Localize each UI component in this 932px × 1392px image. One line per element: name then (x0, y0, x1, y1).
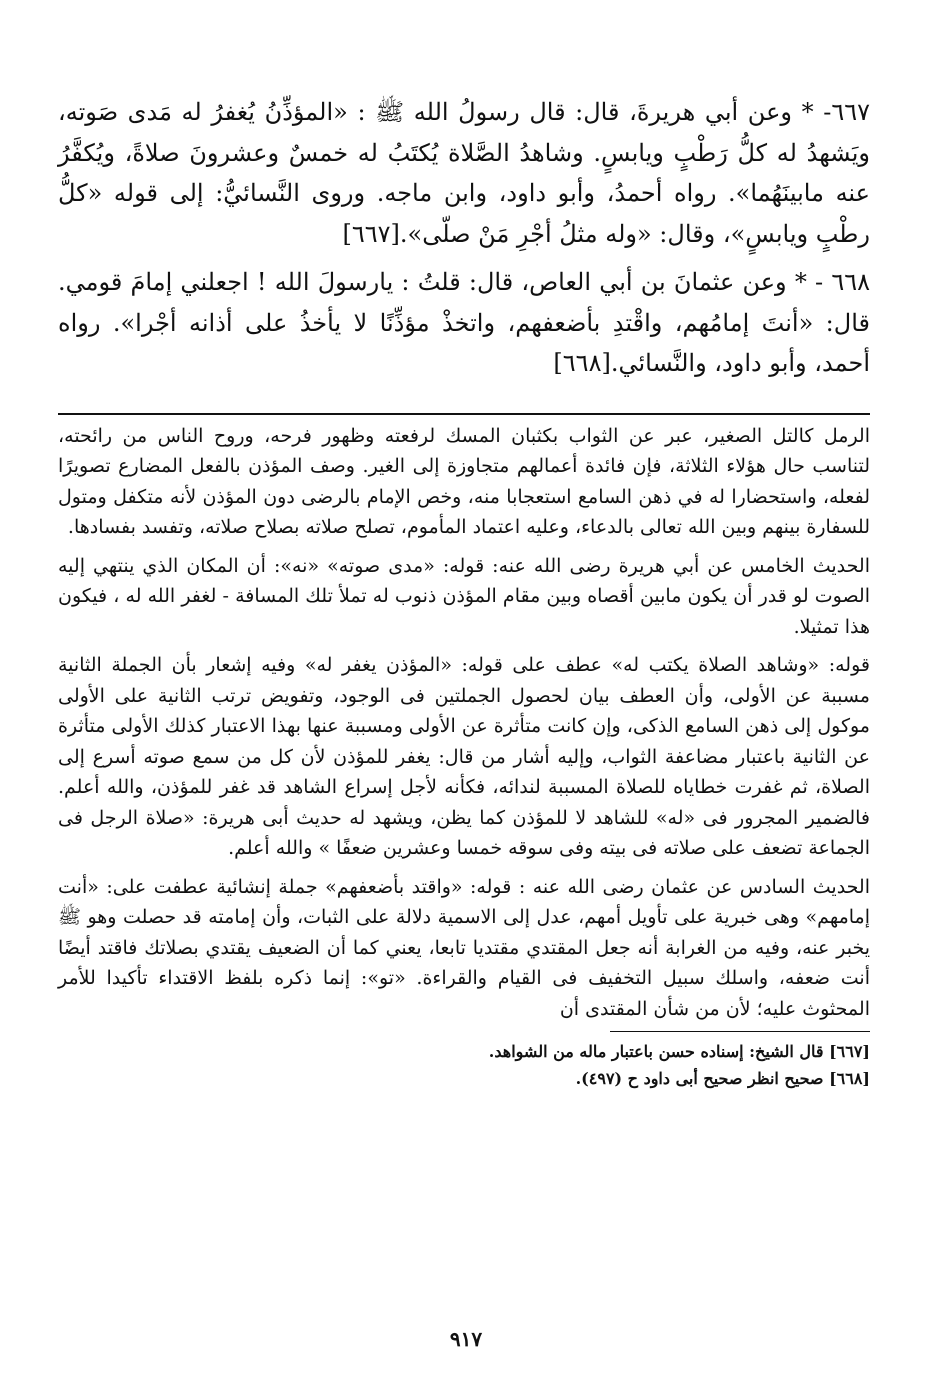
commentary-paragraph: الحديث السادس عن عثمان رضى الله عنه : قوله: «واقتد بأضعفهم» جملة إنشائية عطفت على: «أنت إمامهم» وهى خبرية على تأويل أمهم، عدل إلى الاسمية دلالة على الثبات، وأن إمامته قد حصلت وهو ﷺ يخبر عنه، وفيه من الغرابة أنه جعل المقتدي مقتديا تابعا، يعني كما أن الضعيف يقتدي بصلاتك فاقتد أيضًا أنت ضعفه، واسلك سبيل التخفيف فى القيام والقراءة. «تو»: إنما ذكره بلفظ الاقتداء تأكيدا للأمر المحثوث عليه؛ لأن من شأن المقتدى أن (58, 875, 870, 1020)
commentary-paragraph: قوله: «وشاهد الصلاة يكتب له» عطف على قوله: «المؤذن يغفر له» وفيه إشعار بأن الجملة الثانية مسببة عن الأولى، وأن العطف بيان لحصول الجملتين فى الوجود، وتفويض ترتب الثانية على الأولى موكول إلى ذهن السامع الذكى، وإن كانت متأثرة عن الأولى ومسببة عنها بهذا الاعتبار كذلك الأولى متأثرة عن الثانية باعتبار مضاعفة الثواب، وإليه أشار من قال: يغفر للمؤذن لأن كل من سمع صوته أسرع إلى الصلاة، ثم غفرت خطاياه للصلاة المسببة لندائه، فكأنه لأجل إسراع الشاهد قد غفر للمؤذن، والله أعلم. فالضمير المجرور فى «له» للشاهد لا للمؤذن كما يظن، ويشهد له حديث أبى هريرة: «صلاة الرجل فى الجماعة تضعف على صلاته فى بيته وفى سوقه خمسا وعشرين ضعفًا » والله أعلم. (58, 654, 870, 859)
commentary-paragraph: الرمل كالتل الصغير، عبر عن الثواب بكثبان المسك لرفعته وظهور فرحه، وروح الناس من رائحته، لتناسب حال هؤلاء الثلاثة، فإن فائدة أعمالهم متجاوزة إلى الغير. وصف المؤذن بالفعل المضارع تصويرًا لفعله، واستحضارا له في ذهن السامع استعجابا منه، وخص الإمام بالرضى دون المؤذن لأنه متكفل ومتول للسفارة بينهم وبين الله تعالى بالدعاء، وعليه اعتماد المأموم، تصلح صلاته بصلاح صلاته، وتفسد بفسادها. (58, 424, 871, 538)
commentary-section (58, 421, 870, 1025)
page-number: ٩١٧ (449, 1327, 483, 1351)
commentary-divider (58, 413, 870, 415)
hadith-668: ٦٦٨ - * وعن عثمانَ بن أبي العاص، قال: قلتُ : يارسولَ الله ! اجعلني إمامَ قومي. قال: «أنتَ إمامُهم، واقْتدِ بأضعفهم، واتخذْ مؤذِّنًا لا يأخذُ على أذانه أجْرا». رواه أحمد، وأبو داود، والنَّسائي.[٦٦٨] (58, 268, 870, 377)
commentary-paragraph: الحديث الخامس عن أبي هريرة رضى الله عنه: قوله: «مدى صوته» «نه»: أن المكان الذي ينتهي إليه الصوت لو قدر أن يكون مابين أقصاه وبين مقام المؤذن ذنوب له تملأ تلك المسافة - لغفر الله له ، فيكون هذا تمثيلا. (58, 554, 870, 638)
footnote-668: [٦٦٨] صحيح انظر صحيح أبى داود ح (٤٩٧). (575, 1069, 870, 1088)
footnote-667: [٦٦٧] قال الشيخ: إسناده حسن باعتبار ماله من الشواهد. (488, 1042, 870, 1061)
hadith-section (58, 92, 870, 384)
hadith-667: ٦٦٧- * وعن أبي هريرةَ، قال: قال رسولُ الله ﷺ : «المؤذِّنُ يُغفرُ له مَدى صَوته، ويَشهدُ له كلُّ رَطْبٍ ويابسٍ. وشاهدُ الصَّلاة يُكتَبُ له خمسٌ وعشرونَ صلاةً، ويُكفَّرُ عنه مابينَهُما». رواه أحمدُ، وأبو داود، وابن ماجه. وروى النَّسائيُّ: إلى قوله «كلُّ رطْبٍ ويابسٍ»، وقال: «وله مثلُ أجْرِ مَنْ صلّى».[٦٦٧] (58, 98, 870, 248)
footnotes-section (58, 1038, 870, 1092)
footnote-rule (610, 1031, 870, 1032)
